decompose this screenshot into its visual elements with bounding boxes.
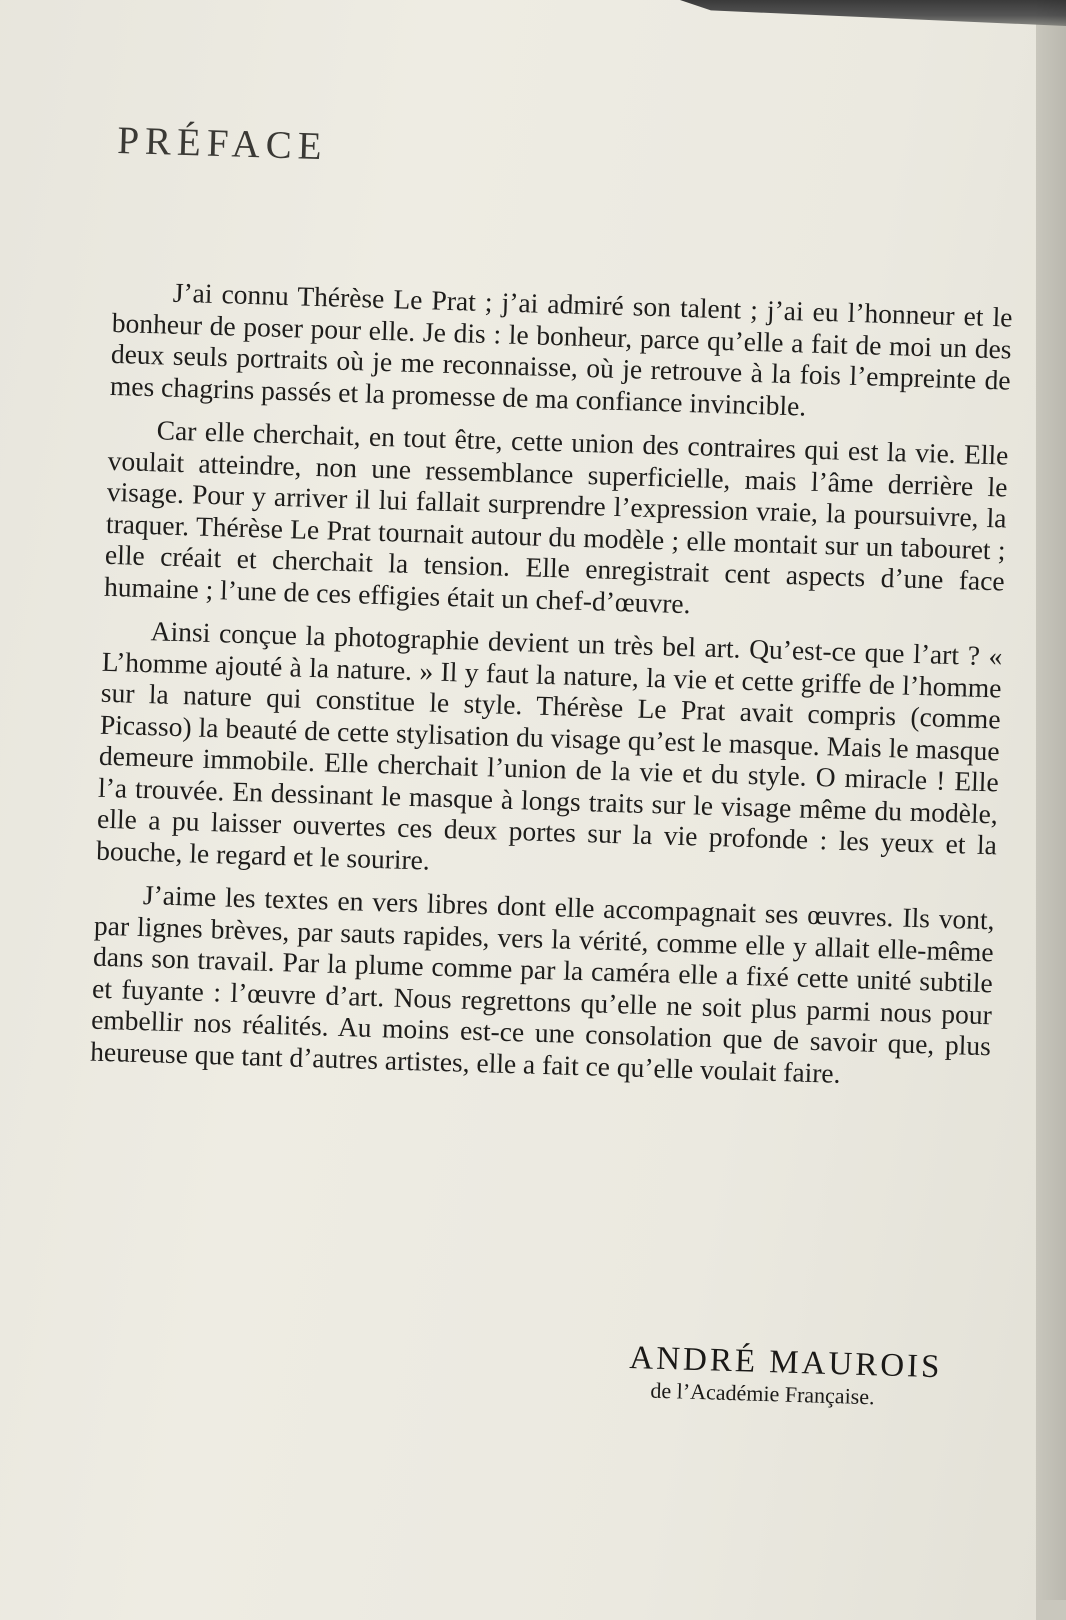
signature-block [628, 1340, 943, 1412]
preface-body [89, 118, 1017, 1105]
author-affiliation: de l’Académie Française. [650, 1377, 875, 1410]
paragraph-4: J’aime les textes en vers libres dont elle accompagnait ses œuvres. Ils vont, par lignes brèves, par sauts rapides, vers la vérité, comme elle y allait elle-même dans son travail. Par la plume comme par la caméra elle a fixé cette unité subtile et fuyante : l’œuvre d’art. Nous regrettons qu’elle ne soit plus parmi nous pour embellir nos réalités. Au moins est-ce une consolation que de savoir que, plus heureuse que tant d’autres artistes, elle a fait ce qu’elle voulait faire. [89, 879, 996, 1089]
preface-heading: PRÉFACE [116, 118, 329, 169]
author-name: ANDRÉ MAUROIS [628, 1340, 943, 1386]
paragraph-3: Ainsi conçue la photographie devient un très bel art. Qu’est-ce que l’art ? « L’homme ajouté à la nature. » Il y faut la nature, la vie et cette griffe de l’homme sur la nature qui constitue le style. Thérèse Le Prat avait compris (comme Picasso) la beauté de cette stylisation du visage qu’est le masque. Mais le masque demeure immobile. Elle cherchait l’union de la vie et du style. O miracle ! Elle l’a trouvée. En dessinant le masque à longs traits sur le visage même du modèle, elle a pu laisser ouvertes ces deux portes sur la vie profonde : les yeux et la bouche, le regard et le sourire. [95, 615, 1003, 876]
page-edge-shadow [1034, 0, 1066, 1600]
paragraph-2: Car elle cherchait, en tout être, cette union des contraires qui est la vie. Elle voulait atteindre, non une ressemblance superficielle, mais l’âme derrière le visage. Pour y arriver il lui fallait surprendre l’expression vraie, la poursuivre, la traquer. Thérèse Le Prat tournait autour du modèle ; elle montait sur un tabouret ; elle créait et cherchait la tension. Elle enregistrait cent aspects d’une face humaine ; l’une de ces effigies était un chef-d’œuvre. [103, 414, 1009, 619]
paragraph-1: J’ai connu Thérèse Le Prat ; j’ai admiré son talent ; j’ai eu l’honneur et le bonheur de poser pour elle. Je dis : le bonheur, parce qu’elle a fait de moi un des deux seuls portraits où je me reconnaisse, où je retrouve à la fois l’empreinte de mes chagrins passés et la promesse de ma confiance invincible. [109, 276, 1013, 422]
